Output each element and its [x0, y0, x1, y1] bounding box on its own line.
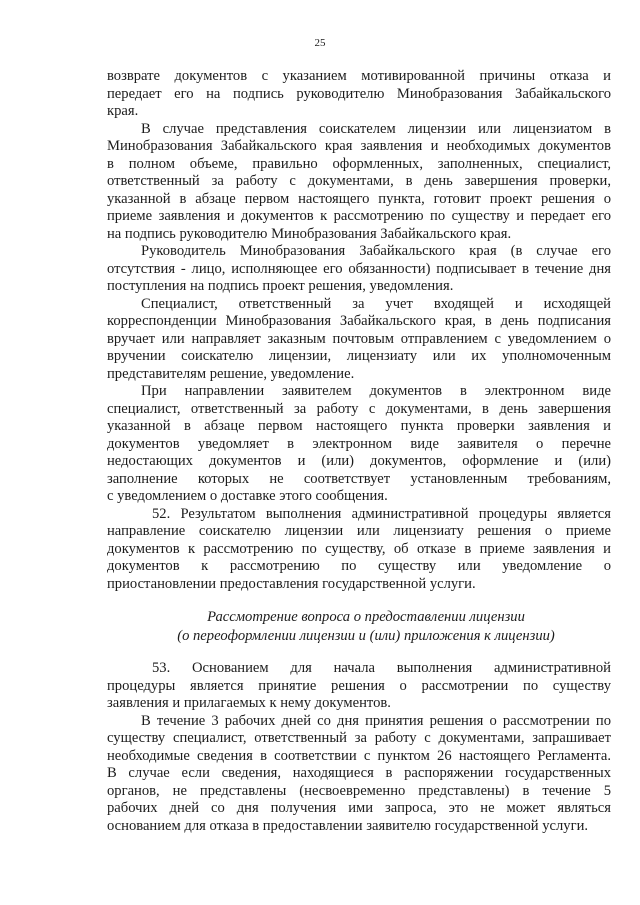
text-line: заполнение которых не соответствует установленным требованиям,	[107, 470, 611, 487]
text-line: края.	[107, 103, 139, 119]
heading-line: (о переоформлении лицензии и (или) приложения к лицензии)	[177, 628, 555, 644]
text-line: в полном объеме, правильно оформленных, заполненных, специалист,	[107, 155, 611, 172]
text-line: документов к рассмотрению по существу, об отказе в приеме заявления и	[107, 540, 611, 557]
paragraph	[107, 713, 611, 836]
paragraph	[107, 243, 611, 296]
text-line: специалист, ответственный за работу с документами, в день завершения	[107, 400, 611, 417]
text-line: При направлении заявителем документов в электронном виде	[141, 383, 611, 399]
text-line: недостающих документов и (или) документов, оформление и (или)	[107, 453, 611, 469]
paragraph	[107, 68, 611, 121]
text-line: указанной в абзаце первом настоящего пункта, готовит проект решения о	[107, 190, 611, 207]
text-line: существу специалист, ответственный за работу с документами, запрашивает	[107, 730, 611, 746]
text-line: В течение 3 рабочих дней со дня принятия решения о рассмотрении по	[141, 712, 611, 729]
text-line: возврате документов с указанием мотивированной причины отказа и	[107, 68, 611, 84]
paragraph	[107, 121, 611, 244]
text-line: представителям решение, уведомление.	[107, 365, 355, 382]
paragraph-numbered	[107, 506, 611, 594]
paragraph-numbered	[107, 660, 611, 713]
paragraph	[107, 383, 611, 506]
section-heading	[107, 608, 611, 646]
text-line: вручает или направляет заказным почтовым отправлением с уведомлением о	[107, 330, 611, 347]
text-line: Минобразования Забайкальского края заявления и необходимых документов	[107, 138, 611, 154]
text-line: процедуры является принятие решения о рассмотрении по существу	[107, 677, 611, 694]
text-line: заявления и прилагаемых к нему документов.	[107, 695, 391, 711]
text-line: Специалист, ответственный за учет входящей и исходящей	[141, 295, 611, 312]
text-line: корреспонденции Минобразования Забайкальского края, в день подписания	[107, 313, 611, 329]
text-line: передает его на подпись руководителю Минобразования Забайкальского	[107, 85, 611, 102]
text-line: приостановлении предоставления государственной услуги.	[107, 575, 476, 592]
text-line: на подпись руководителю Минобразования Забайкальского края.	[107, 225, 512, 242]
text-line: В случае если сведения, находящиеся в распоряжении государственных	[107, 765, 611, 781]
text-line: с уведомлением о доставке этого сообщения.	[107, 488, 388, 504]
text-line: рабочих дней со дня получения ими запроса, это не может являться	[107, 800, 611, 816]
text-line: основанием для отказа в предоставлении заявителю государственной услуги.	[107, 817, 589, 834]
text-line: 53. Основанием для начала выполнения административной	[152, 660, 611, 676]
heading-line: Рассмотрение вопроса о предоставлении лицензии	[207, 609, 525, 625]
text-line: указанной в абзаце первом настоящего пункта проверки заявления и	[107, 418, 611, 434]
text-line: Руководитель Минобразования Забайкальского края (в случае его	[141, 243, 611, 259]
text-line: вручении соискателю лицензии, лицензиату или их уполномоченным	[107, 348, 611, 364]
text-line: органов, не представлены (несвоевременно представлены) в течение 5	[107, 782, 611, 799]
text-line: 52. Результатом выполнения административной процедуры является	[152, 505, 611, 522]
text-line: документов уведомляет в электронном виде заявителя о перечне	[107, 435, 611, 452]
paragraph	[107, 296, 611, 384]
page-number: 25	[314, 37, 326, 49]
text-line: направление соискателю лицензии или лицензиату решения о приеме	[107, 523, 611, 539]
text-line: документов к рассмотрению по существу или уведомление о	[107, 558, 611, 574]
text-line: отсутствия - лицо, исполняющее его обязанности) подписывает в течение дня	[107, 260, 611, 277]
text-line: В случае представления соискателем лицензии или лицензиатом в	[141, 120, 611, 137]
text-line: необходимые сведения в соответствии с пунктом 26 настоящего Регламента.	[107, 747, 611, 764]
text-line: ответственный за работу с документами, в день завершения проверки,	[107, 173, 611, 189]
text-line: приеме заявления и документов к рассмотрению по существу и передает его	[107, 208, 611, 224]
document-body	[107, 68, 611, 835]
text-line: поступления на подпись проект решения, уведомления.	[107, 278, 454, 294]
